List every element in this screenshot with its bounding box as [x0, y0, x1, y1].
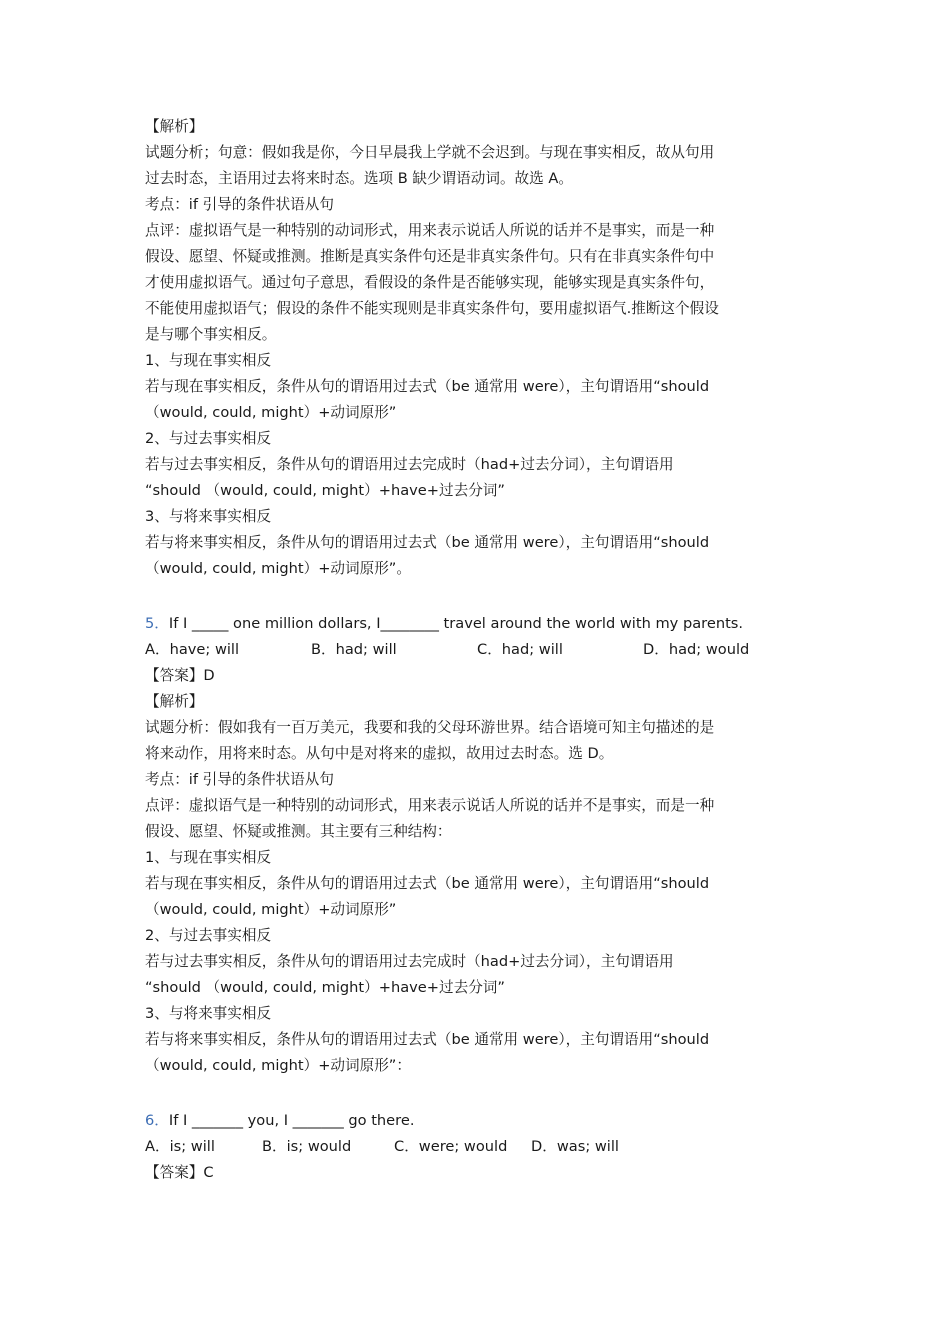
text-line: 点评：虚拟语气是一种特别的动词形式，用来表示说话人所说的话并不是事实，而是一种: [145, 797, 715, 814]
question-5-options: [145, 637, 815, 663]
analysis-heading: 【解析】: [145, 118, 204, 135]
q5-option-d: D．had; would: [643, 641, 750, 658]
text-line: 1、与现在事实相反: [145, 849, 272, 866]
text-line: （would, could, might）+动词原形”: [145, 404, 397, 421]
text-line: 将来动作，用将来时态。从句中是对将来的虚拟，故用过去时态。选 D。: [145, 745, 614, 762]
question-6-stem: [145, 1108, 815, 1134]
text-line: 2、与过去事实相反: [145, 430, 272, 447]
text-line: 若与过去事实相反，条件从句的谓语用过去完成时（had+过去分词），主句谓语用: [145, 953, 674, 970]
text-line: 才使用虚拟语气。通过句子意思，看假设的条件是否能够实现，能够实现是真实条件句，: [145, 274, 715, 291]
text-line: 若与过去事实相反，条件从句的谓语用过去完成时（had+过去分词），主句谓语用: [145, 456, 674, 473]
text-line: 不能使用虚拟语气；假设的条件不能实现则是非真实条件句，要用虚拟语气.推断这个假设: [145, 300, 719, 317]
text-line: 是与哪个事实相反。: [145, 326, 277, 343]
text-line: 若与将来事实相反，条件从句的谓语用过去式（be 通常用 were），主句谓语用“should: [145, 534, 710, 551]
text-line: 若与现在事实相反，条件从句的谓语用过去式（be 通常用 were），主句谓语用“should: [145, 378, 710, 395]
analysis-lines-1: [145, 140, 815, 582]
question-6-text: If I _______ you, I _______ go there.: [168, 1112, 415, 1129]
text-line: 考点：if 引导的条件状语从句: [145, 196, 334, 213]
text-line: 试题分析：假如我有一百万美元，我要和我的父母环游世界。结合语境可知主句描述的是: [145, 719, 715, 736]
text-line: 试题分析；句意：假如我是你，今日早晨我上学就不会迟到。与现在事实相反，故从句用: [145, 144, 715, 161]
question-5-stem: [145, 611, 815, 637]
text-line: 若与现在事实相反，条件从句的谓语用过去式（be 通常用 were），主句谓语用“should: [145, 875, 710, 892]
q6-option-c: C．were; would: [394, 1138, 508, 1155]
q6-option-d: D．was; will: [531, 1138, 619, 1155]
q5-option-b: B．had; will: [311, 641, 397, 658]
question-5-answer: 【答案】D: [145, 667, 215, 684]
text-line: 若与将来事实相反，条件从句的谓语用过去式（be 通常用 were），主句谓语用“should: [145, 1031, 710, 1048]
text-line: 1、与现在事实相反: [145, 352, 272, 369]
question-6-options: [145, 1134, 815, 1160]
text-line: 考点：if 引导的条件状语从句: [145, 771, 334, 788]
question-5-text: If I _____ one million dollars, I________ travel around the world with my parents.: [168, 615, 744, 632]
text-line: 3、与将来事实相反: [145, 1005, 272, 1022]
analysis-lines-5: [145, 715, 815, 1079]
text-line: （would, could, might）+动词原形”：: [145, 1057, 411, 1074]
q6-option-b: B．is; would: [262, 1138, 352, 1155]
text-line: （would, could, might）+动词原形”。: [145, 560, 411, 577]
text-line: “should （would, could, might）+have+过去分词”: [145, 482, 505, 499]
question-5-analysis-heading: 【解析】: [145, 693, 204, 710]
q5-option-c: C．had; will: [477, 641, 563, 658]
question-6-answer: 【答案】C: [145, 1164, 214, 1181]
text-line: 过去时态，主语用过去将来时态。选项 B 缺少谓语动词。故选 A。: [145, 170, 573, 187]
text-line: 点评：虚拟语气是一种特别的动词形式，用来表示说话人所说的话并不是事实，而是一种: [145, 222, 715, 239]
text-line: （would, could, might）+动词原形”: [145, 901, 397, 918]
text-line: 假设、愿望、怀疑或推测。推断是真实条件句还是非真实条件句。只有在非真实条件句中: [145, 248, 715, 265]
spacer: [145, 582, 815, 611]
text-line: 3、与将来事实相反: [145, 508, 272, 525]
text-line: “should （would, could, might）+have+过去分词”: [145, 979, 505, 996]
q6-option-a: A．is; will: [145, 1138, 215, 1155]
question-5-number: 5．: [145, 615, 169, 632]
spacer: [145, 1079, 815, 1108]
question-6-number: 6．: [145, 1112, 169, 1129]
q5-option-a: A．have; will: [145, 641, 240, 658]
document-content: [145, 114, 815, 1186]
text-line: 2、与过去事实相反: [145, 927, 272, 944]
text-line: 假设、愿望、怀疑或推测。其主要有三种结构：: [145, 823, 452, 840]
